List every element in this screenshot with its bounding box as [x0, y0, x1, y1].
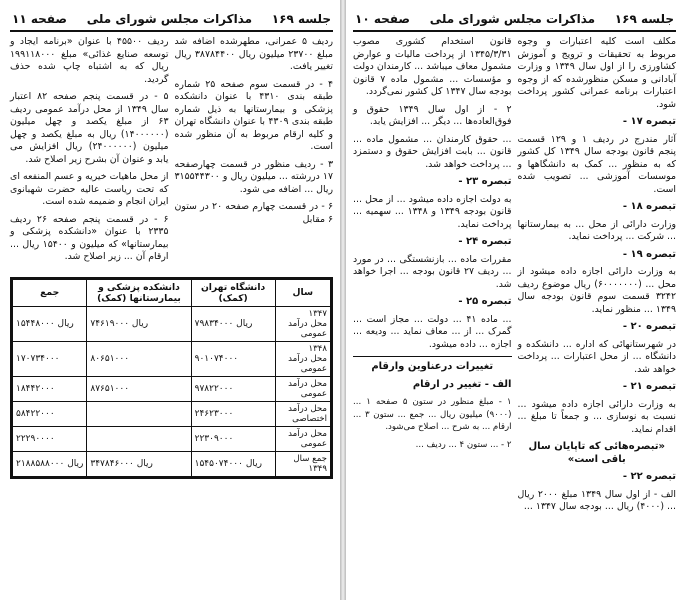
table-cell-year — [275, 306, 330, 341]
section-heading: تبصره ۱۸ - — [622, 201, 676, 212]
right-header-title: مذاکرات مجلس شورای ملی — [429, 12, 596, 26]
table-cell-medical — [87, 426, 191, 451]
subsection-heading: الف - تغییر در ارقام — [412, 378, 512, 390]
table-cell-total: ۱۸۴۴۲۰۰۰ — [13, 376, 87, 401]
table-cell-year — [275, 376, 330, 401]
budget-table — [10, 277, 333, 479]
paragraph: ۲ - از اول سال ۱۳۴۹ حقوق و فوق‌العاده‌ها ... دیگر ... افزایش یابد. — [353, 103, 512, 127]
table-header-tehran: دانشگاه تهران (کمک) — [191, 279, 275, 306]
paragraph: ۳ - ردیف منظور در قسمت چهارصفحه ۱۷ دررشته ... میلیون ریال و ۳۱۵۵۴۴۳۰۰ ریال ... اضافه می شود. — [174, 158, 333, 195]
table-cell-tehran: ۲۲۳۰۹۰۰۰ — [191, 426, 275, 451]
table-cell-tehran: ۹۰۱۰۷۴۰۰۰ — [191, 341, 275, 376]
table-cell-medical: ۸۷۶۵۱۰۰۰ — [87, 376, 191, 401]
section-heading: «تبصره‌هائی که تاپایان سال باقی است» — [528, 441, 665, 465]
right-page-columns — [353, 36, 676, 519]
paragraph: به دولت اجازه داده میشود ... از محل ... قانون بودجه ۱۳۴۹ و ۱۳۴۸ ... سهمیه ... پرداخت نماید. — [353, 193, 512, 230]
left-header-right: جلسه ۱۶۹ — [271, 12, 331, 26]
paragraph: ۶ - در قسمت چهارم صفحه ۲۰ در ستون ۶ مقابل — [174, 201, 334, 225]
table-total-total: ۲۱۸۸۵۸۸۰۰۰ ریال — [13, 451, 87, 476]
table-cell-total: ۱۵۴۴۸۰۰۰ ریال — [13, 306, 87, 341]
paragraph: ردیف ۴۵۵۰۰ با عنوان «برنامه ایجاد و توسعه صنایع غذائی» مبلغ ۱۹۹۱۱۸۰۰۰ ریال که به اشتباه چاپ شده حذف گردید. — [10, 36, 169, 85]
section-heading: تبصره ۲۰ - — [622, 321, 676, 332]
paragraph: به وزارت دارائی اجازه داده میشود ... نسبت به نوسازی ... و جمعاً تا مبلغ ... اقدام نماید. — [517, 398, 676, 435]
table-cell-year — [275, 401, 330, 426]
section-heading: تبصره ۲۵ - — [458, 296, 512, 307]
row-label: محل درآمد عمومی — [288, 428, 327, 449]
paragraph: قانون استخدام کشوری مصوب ۱۳۴۵/۳/۳۱ از پرداخت مالیات و عوارض مشمول معاف میباشد ... کارمندان دولت و مؤسسات ... مشمول ماده ۷ قانون بودجه سال ۱۳۴۷ کل کشور نمی‌گردد. — [353, 36, 512, 97]
right-page — [343, 0, 686, 600]
paragraph: الف - از اول سال ۱۳۴۹ مبلغ ۲۰۰۰ ریال ... (۴۰۰۰) ریال ... بودجه سال ۱۳۴۷ ... — [517, 488, 676, 512]
table-header-row — [13, 279, 331, 306]
table-header-medical: دانشکده پزشکی و بیمارستانها (کمک) — [87, 279, 191, 306]
left-page-header — [10, 10, 333, 32]
table-cell-year — [275, 426, 330, 451]
table-row — [13, 401, 331, 426]
table-total-medical: ۳۴۷۸۴۶۰۰۰ ریال — [87, 451, 191, 476]
paragraph: آثار مندرج در ردیف ۱ و ۱۲۹ قسمت پنجم قانون بودجه سال ۱۳۴۹ کل کشور که به منظور ... کمک به دانشگاهها و موسسات آموزشی ... تصویب شده است. — [517, 133, 676, 195]
table-row — [13, 341, 331, 376]
right-page-col-right — [518, 36, 677, 519]
table-cell-total: ۱۷۰۷۳۴۰۰۰ — [13, 341, 87, 376]
table-cell-medical: ۷۴۶۱۹۰۰۰ ریال — [87, 306, 191, 341]
divider — [353, 356, 512, 357]
table-cell-total: ۵۸۴۲۲۰۰۰ — [13, 401, 87, 426]
table-cell-total: ۲۲۲۹۰۰۰۰ — [13, 426, 87, 451]
table-total-label: جمع سال ۱۳۴۹ — [275, 451, 330, 476]
paragraph: ۵ - در قسمت پنجم صفحه ۸۲ اعتبار سال ۱۳۴۹ از محل درآمد عمومی ردیف ۶۳ از مبلغ یکصد و چهل میلیون (۱۴۰۰۰۰۰۰) ریال به مبلغ یکصد و چهل میلیون (۲۴۰۰۰۰۰۰) ریال افزایش می یابد و عنوان آن بشرح زیر اصلاح شد. — [10, 91, 169, 165]
table-header-total: جمع — [13, 279, 87, 306]
left-header-left: صفحه ۱۱ — [12, 12, 68, 26]
table-total-row — [13, 451, 331, 476]
row-label: محل درآمد عمومی — [288, 378, 327, 399]
right-header-left: صفحه ۱۰ — [355, 12, 411, 26]
table-cell-year — [275, 341, 330, 376]
paragraph: به وزارت دارائی اجازه داده میشود از محل ... (۶۰۰۰۰۰۰۰) ریال موضوع ردیف ۳۲۴۲ قسمت سوم قانون بودجه سال ۱۳۴۹ ... منظور نماید. — [517, 266, 676, 315]
table-row — [13, 306, 331, 341]
section-heading: تبصره ۲۲ - — [622, 471, 676, 482]
paragraph: ردیف ۵ عمرانی، مطهرشده اضافه شد مبلغ ۲۳۷۰۰ میلیون ریال ۳۸۷۸۴۴۰۰ ریال تغییر یافت. — [174, 36, 333, 72]
right-page-col-left — [353, 36, 512, 519]
paragraph: ۱ - مبلغ منظور در ستون ۵ صفحه ۱ ... (۹۰۰۰) میلیون ریال ... جمع ... ستون ۳ ... ارقام ... به شرح ... اصلاح می‌شود. — [353, 397, 512, 432]
section-heading: تغییرات درعناوین وارقام — [371, 361, 494, 372]
table-cell-medical — [87, 401, 191, 426]
table-total-tehran: ۱۵۴۵۰۷۴۰۰۰ ریال — [191, 451, 275, 476]
table-row — [13, 426, 331, 451]
table-header-year: سال — [275, 279, 330, 306]
left-page-col-left — [10, 36, 169, 269]
section-heading: تبصره ۲۴ - — [458, 236, 512, 247]
paragraph: ... حقوق کارمندان ... مشمول ماده ... قانون ... بابت افزایش حقوق و دستمزد ... پرداخت خواهد شد. — [353, 133, 512, 170]
table-cell-tehran: ۷۹۸۳۴۰۰۰ ریال — [191, 306, 275, 341]
paragraph: ۲ - ... ستون ۴ ... ردیف ... — [415, 439, 512, 450]
left-page-col-right — [175, 36, 334, 269]
section-heading: تبصره ۲۱ - — [622, 381, 676, 392]
paragraph: از محل ماهیات خیریه و عسم المنفعه ای که تحت ریاست عالیه حضرت شهبانوی ایران انجام و ضمیمه شده است. — [10, 171, 169, 207]
section-heading: تبصره ۱۹ - — [622, 248, 676, 260]
paragraph: ... ماده ۴۱ ... دولت ... مجاز است ... گمرک ... از ... معاف نماید ... ودیعه ... اجازه ... داده میشود. — [353, 313, 512, 350]
paragraph: مکلف است کلیه اعتبارات و وجوه مربوط به تحقیقات و ترویج و آموزش کشاورزی را از اول سال ۱۳۴۹ و وزارت آبادانی و مسکن منظورشده که از وجوه اعتبارات برنامه عمرانی کشور پرداخت شود. — [517, 36, 677, 110]
section-heading: تبصره ۱۷ - — [622, 116, 676, 127]
table-cell-tehran: ۹۷۸۲۲۰۰۰ — [191, 376, 275, 401]
paragraph: مقررات ماده ... بازنشستگی ... در مورد ... ردیف ۲۷ قانون بودجه ... اجرا خواهد شد. — [353, 253, 512, 290]
table-cell-tehran: ۲۴۶۲۳۰۰۰ — [191, 401, 275, 426]
right-header-right: جلسه ۱۶۹ — [614, 12, 674, 26]
year-value: ۱۳۴۸ — [308, 343, 327, 354]
table-row — [13, 376, 331, 401]
right-page-header — [353, 10, 676, 32]
paragraph: در شهرستانهائی که اداره ... دانشکده و دانشگاه ... از محل اعتبارات ... پرداخت خواهد شد. — [517, 338, 676, 375]
left-page-columns — [10, 36, 333, 269]
left-header-title: مذاکرات مجلس شورای ملی — [86, 12, 253, 26]
year-value: ۱۳۴۷ — [308, 308, 327, 319]
section-heading: تبصره ۲۳ - — [458, 176, 512, 187]
row-label: محل درآمد اختصاصی — [288, 403, 327, 424]
paragraph: ۶ - در قسمت پنجم صفحه ۲۶ ردیف ۲۳۳۵ با عنوان «دانشکده پزشکی و بیمارستانها» که میلیون و ۱۵۴۰۰ ریال ... ارقام آن ... زیر اصلاح شد. — [10, 213, 169, 262]
paragraph: ۴ - در قسمت سوم صفحه ۲۵ شماره طبقه بندی ۴۳۱۰ با عنوان دانشکده پزشکی و بیمارستانها به ذیل شماره طبقه بندی ۴۳۰۹ با عنوان دانشگاه تهران و کلیه ارقام مربوط به آن منظور شده است. — [174, 78, 333, 152]
row-label: محل درآمد عمومی — [288, 318, 327, 339]
row-label: محل درآمد عمومی — [288, 353, 327, 374]
paragraph: وزارت دارائی از محل ... به بیمارستانها ... شرکت ... پرداخت نماید. — [517, 218, 676, 242]
table-cell-medical: ۸۰۶۵۱۰۰۰ — [87, 341, 191, 376]
